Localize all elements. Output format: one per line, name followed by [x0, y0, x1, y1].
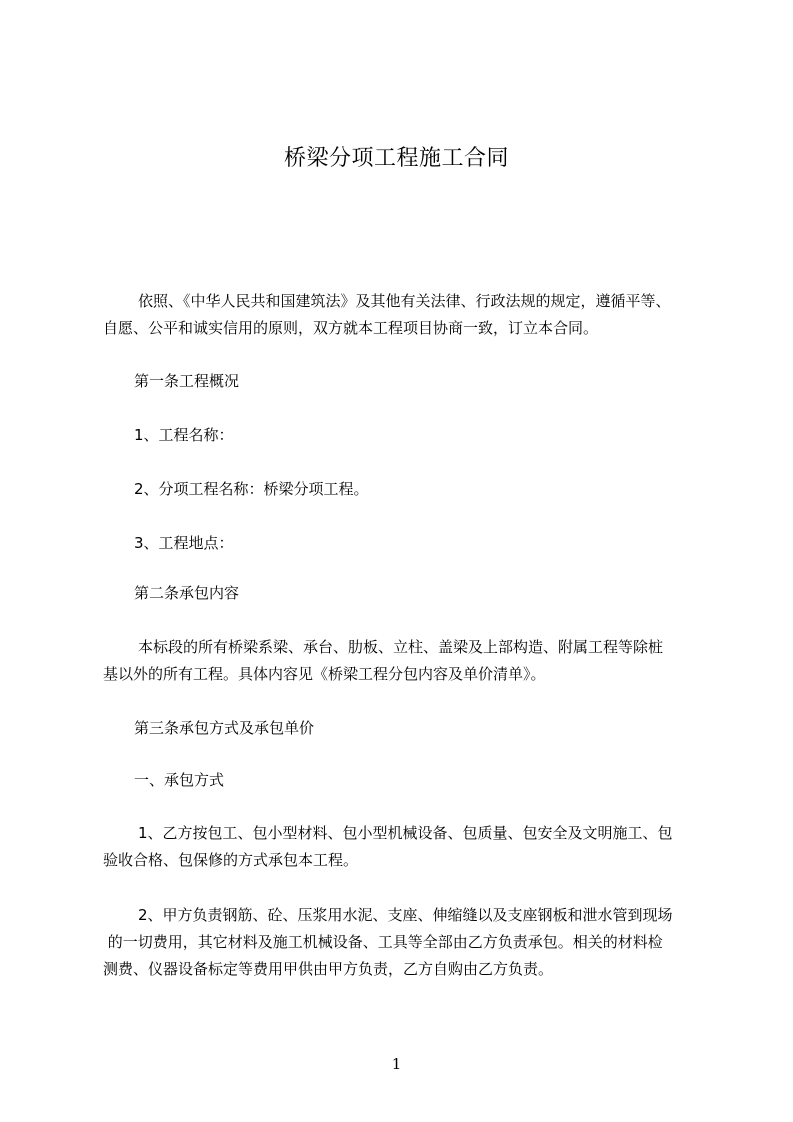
text-line: 一、承包方式 [134, 771, 225, 789]
page-number: 1 [391, 1055, 402, 1073]
text-line: 第三条承包方式及承包单价 [134, 719, 315, 737]
text-line: 第一条工程概况 [134, 372, 240, 390]
text-line: 第二条承包内容 [134, 584, 240, 602]
paragraph-scope [103, 634, 703, 688]
item-project-name [103, 422, 703, 449]
item-project-location [103, 530, 703, 557]
paragraph-method-2 [103, 902, 703, 983]
item-subproject-name [103, 476, 703, 503]
article-2-heading [103, 580, 703, 607]
contract-title: 桥梁分项工程施工合同 [283, 146, 509, 171]
article-3-heading [103, 715, 703, 742]
text-line: 2、分项工程名称：桥梁分项工程。 [134, 480, 369, 498]
text-line: 自愿、公平和诚实信用的原则，双方就本工程项目协商一致，订立本合同。 [103, 319, 599, 337]
section-contract-method [103, 767, 703, 794]
text-line: 测费、仪器设备标定等费用甲供由甲方负责，乙方自购由乙方负责。 [103, 960, 554, 978]
paragraph-preamble [103, 288, 703, 342]
text-line: 验收合格、包保修的方式承包本工程。 [103, 851, 359, 869]
text-line: 2、甲方负责钢筋、砼、压浆用水泥、支座、伸缩缝以及支座钢板和泄水管到现场 [138, 906, 673, 924]
text-line: 1、工程名称： [134, 426, 234, 444]
text-line: 3、工程地点： [134, 534, 234, 552]
text-line: 基以外的所有工程。具体内容见《桥梁工程分包内容及单价清单》。 [103, 665, 546, 683]
text-line: 依照、《中华人民共和国建筑法》及其他有关法律、行政法规的规定，遵循平等、 [138, 292, 671, 310]
article-1-heading [103, 368, 703, 395]
text-line: 本标段的所有桥梁系梁、承台、肋板、立柱、盖梁及上部构造、附属工程等除桩 [138, 638, 664, 656]
text-line: 1、乙方按包工、包小型材料、包小型机械设备、包质量、包安全及文明施工、包 [138, 824, 673, 842]
paragraph-method-1 [103, 820, 703, 874]
text-line: 的一切费用，其它材料及施工机械设备、工具等全部由乙方负责承包。相关的材料检 [103, 933, 663, 951]
